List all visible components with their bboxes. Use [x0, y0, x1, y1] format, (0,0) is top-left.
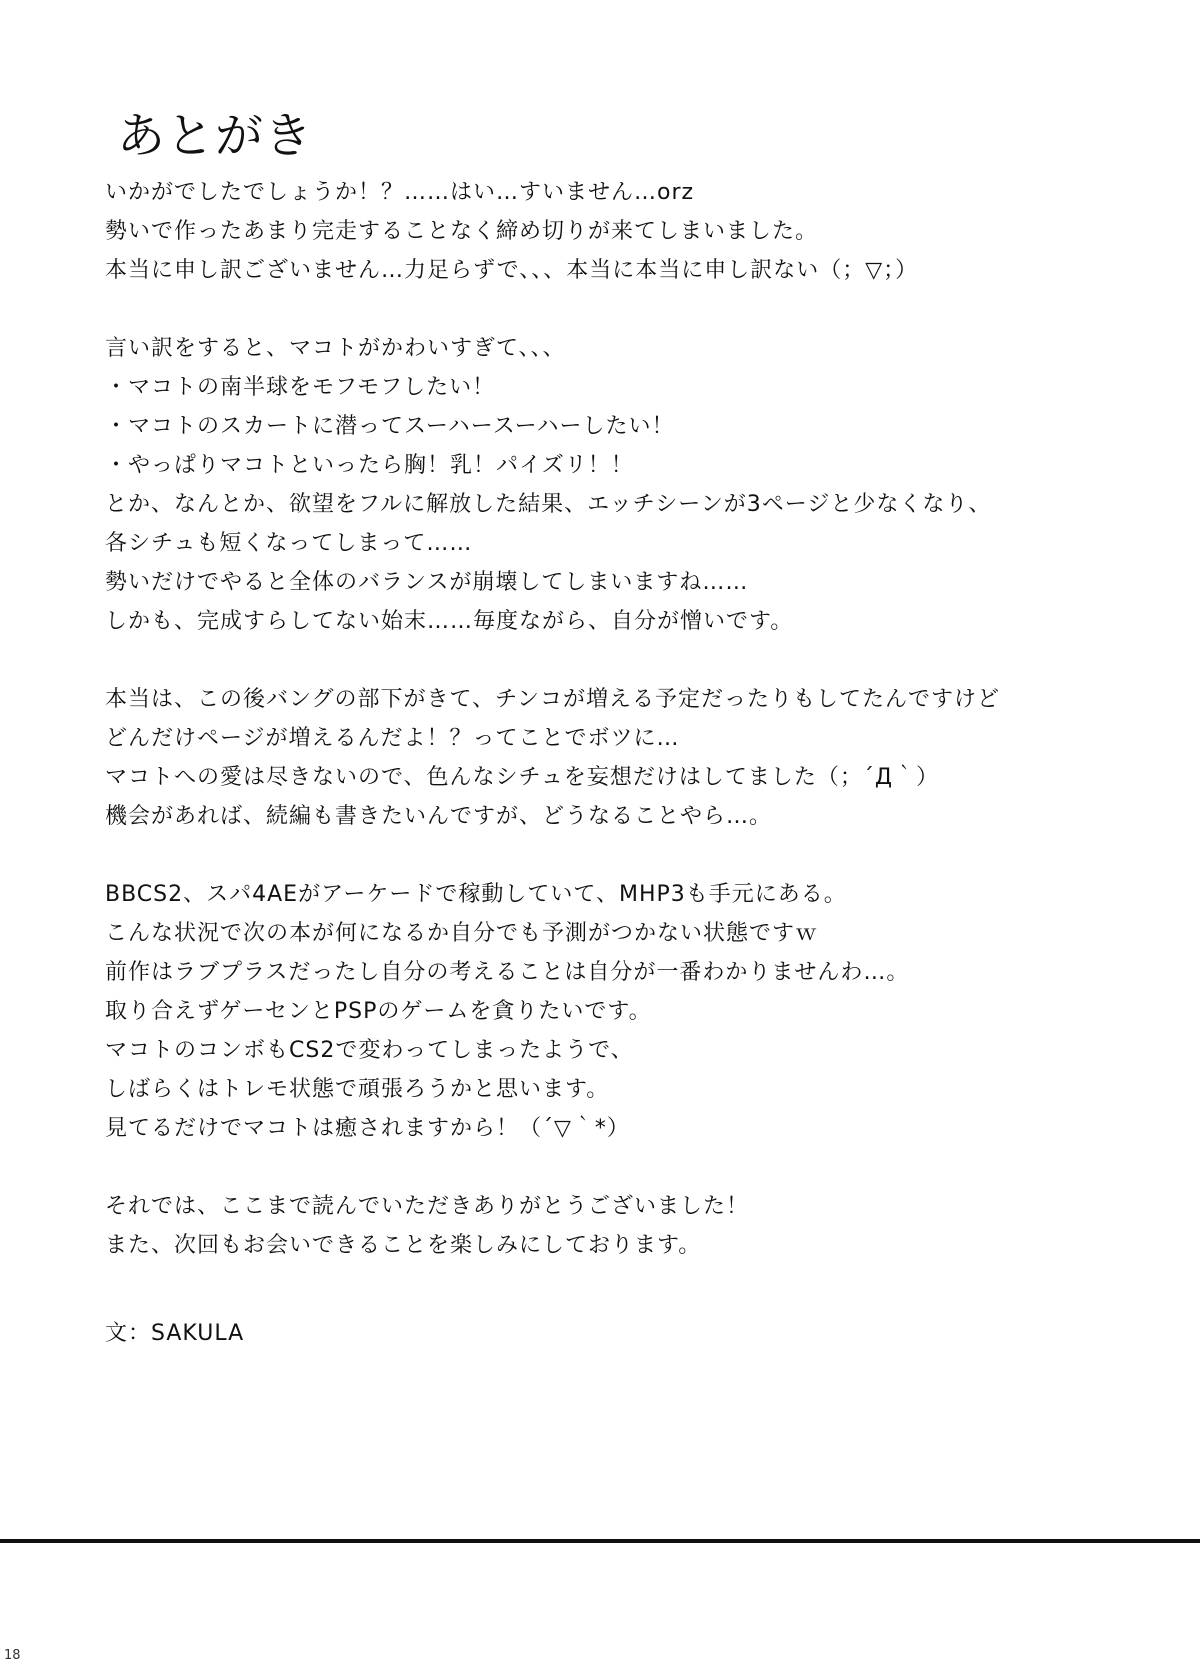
paragraph-gap: [105, 290, 1145, 329]
paragraph-gap: [105, 641, 1145, 680]
text-line: 言い訳をすると、マコトがかわいすぎて、、、: [105, 336, 566, 361]
paragraph-gap: [105, 836, 1145, 875]
text-line: それでは、ここまで読んでいただきありがとうございました！: [105, 1194, 750, 1219]
text-line: 見てるだけでマコトは癒されますから！（´▽｀*）: [105, 1116, 630, 1141]
paragraph: [105, 680, 1145, 836]
text-line: 本当は、この後バングの部下がきて、チンコが増える予定だったりもしてたんですけど: [105, 687, 1001, 712]
paragraph-gap: [105, 1148, 1145, 1187]
page-title: あとがき: [117, 108, 314, 164]
text-line: 勢いで作ったあまり完走することなく締め切りが来てしまいました。: [105, 219, 819, 244]
author-signature: 文：SAKULA: [105, 1321, 245, 1346]
paragraph: [105, 875, 1145, 1148]
text-line: BBCS2、スパ4AEがアーケードで稼動していて、MHP3も手元にある。: [105, 882, 847, 907]
text-line: 機会があれば、続編も書きたいんですが、どうなることやら…。: [105, 804, 773, 829]
text-line: ・マコトの南半球をモフモフしたい！: [105, 375, 496, 400]
paragraph: [105, 173, 1145, 290]
text-line: とか、なんとか、欲望をフルに解放した結果、エッチシーンが3ページと少なくなり、: [105, 492, 992, 517]
text-line: 各シチュも短くなってしまって……: [105, 531, 473, 556]
text-line: 取り合えずゲーセンとPSPのゲームを貪りたいです。: [105, 999, 652, 1024]
text-line: 本当に申し訳ございません…力足らずで、、、本当に本当に申し訳ない（；▽；）: [105, 258, 919, 283]
text-line: しかも、完成すらしてない始末……毎度ながら、自分が憎いです。: [105, 609, 794, 634]
paragraph: [105, 329, 1145, 641]
text-line: また、次回もお会いできることを楽しみにしております。: [105, 1233, 702, 1258]
text-line: こんな状況で次の本が何になるか自分でも予測がつかない状態ですｗ: [105, 921, 819, 946]
afterword-body: [105, 173, 1145, 1265]
text-line: ・マコトのスカートに潜ってスーハースーハーしたい！: [105, 414, 675, 439]
text-line: ・やっぱりマコトといったら胸！乳！パイズリ！！: [105, 453, 634, 478]
text-line: どんだけページが増えるんだよ！？ってことでボツに…: [105, 726, 680, 751]
text-line: 勢いだけでやると全体のバランスが崩壊してしまいますね……: [105, 570, 749, 595]
paragraph: [105, 1187, 1145, 1265]
text-line: マコトのコンボもCS2で変わってしまったようで、: [105, 1038, 634, 1063]
text-line: いかがでしたでしょうか！？……はい…すいません…orz: [105, 180, 695, 205]
text-line: マコトへの愛は尽きないので、色んなシチュを妄想だけはしてました（；´Д｀）: [105, 765, 940, 790]
text-line: 前作はラブプラスだったし自分の考えることは自分が一番わかりませんわ…。: [105, 960, 910, 985]
text-line: しばらくはトレモ状態で頑張ろうかと思います。: [105, 1077, 610, 1102]
page-number: 18: [4, 1648, 21, 1663]
footer-divider: [0, 1539, 1200, 1543]
